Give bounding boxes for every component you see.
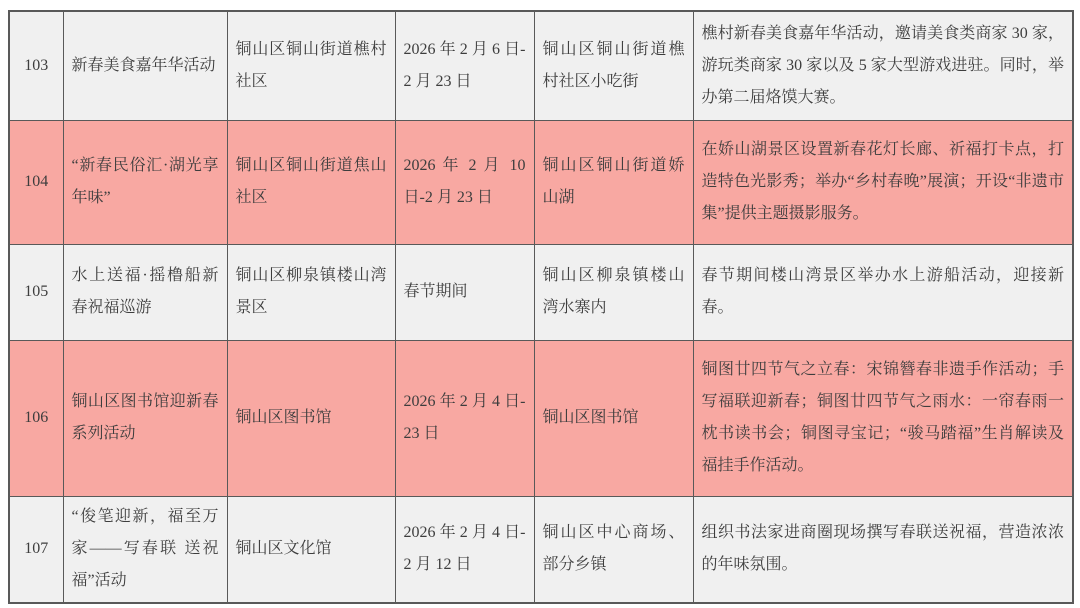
row-number-cell: 104 [9, 120, 63, 244]
row-number-cell: 106 [9, 340, 63, 496]
row-number-cell: 105 [9, 244, 63, 340]
description-cell: 樵村新春美食嘉年华活动，邀请美食类商家 30 家，游玩类商家 30 家以及 5 家大型游戏进驻。同时，举办第二届烙馍大赛。 [693, 11, 1073, 120]
activity-name-cell: 铜山区图书馆迎新春系列活动 [63, 340, 227, 496]
description-cell: 组织书法家进商圈现场撰写春联送祝福，营造浓浓的年味氛围。 [693, 496, 1073, 603]
row-number-cell: 103 [9, 11, 63, 120]
description-cell: 春节期间楼山湾景区举办水上游船活动，迎接新春。 [693, 244, 1073, 340]
activity-name-cell: 水上送福·摇橹船新春祝福巡游 [63, 244, 227, 340]
organizer-cell: 铜山区铜山街道樵村社区 [227, 11, 395, 120]
table-row [9, 120, 1073, 244]
date-cell: 2026 年 2 月 10 日-2 月 23 日 [395, 120, 534, 244]
organizer-cell: 铜山区图书馆 [227, 340, 395, 496]
activity-name-cell: “新春民俗汇·湖光享年味” [63, 120, 227, 244]
activity-name-cell: 新春美食嘉年华活动 [63, 11, 227, 120]
activity-name-cell: “俊笔迎新，福至万家——写春联 送祝福”活动 [63, 496, 227, 603]
table-row [9, 11, 1073, 120]
location-cell: 铜山区柳泉镇楼山湾水寨内 [534, 244, 693, 340]
description-cell: 在娇山湖景区设置新春花灯长廊、祈福打卡点，打造特色光影秀；举办“乡村春晚”展演；开设“非遗市集”提供主题摄影服务。 [693, 120, 1073, 244]
row-number-cell: 107 [9, 496, 63, 603]
date-cell: 春节期间 [395, 244, 534, 340]
activities-table [8, 10, 1074, 604]
location-cell: 铜山区铜山街道娇山湖 [534, 120, 693, 244]
location-cell: 铜山区铜山街道樵村社区小吃街 [534, 11, 693, 120]
table-row [9, 244, 1073, 340]
table-row [9, 340, 1073, 496]
table-row [9, 496, 1073, 603]
organizer-cell: 铜山区铜山街道焦山社区 [227, 120, 395, 244]
organizer-cell: 铜山区文化馆 [227, 496, 395, 603]
description-cell: 铜图廿四节气之立春：宋锦簪春非遗手作活动；手写福联迎新春；铜图廿四节气之雨水：一帘春雨一枕书读书会；铜图寻宝记；“骏马踏福”生肖解读及福挂手作活动。 [693, 340, 1073, 496]
activities-table-body [9, 11, 1073, 603]
date-cell: 2026 年 2 月 4 日-23 日 [395, 340, 534, 496]
organizer-cell: 铜山区柳泉镇楼山湾景区 [227, 244, 395, 340]
date-cell: 2026 年 2 月 4 日-2 月 12 日 [395, 496, 534, 603]
location-cell: 铜山区图书馆 [534, 340, 693, 496]
date-cell: 2026 年 2 月 6 日-2 月 23 日 [395, 11, 534, 120]
location-cell: 铜山区中心商场、部分乡镇 [534, 496, 693, 603]
